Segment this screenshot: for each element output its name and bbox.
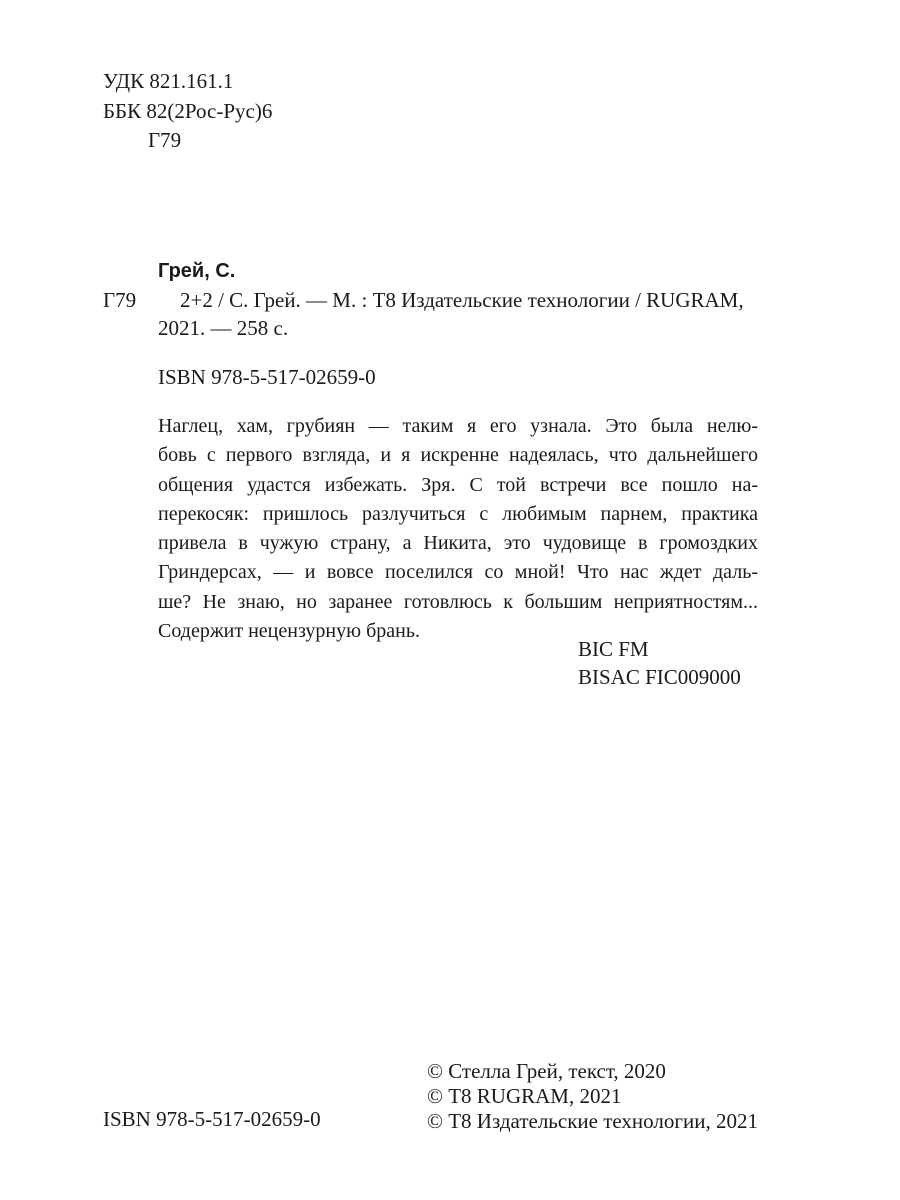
bibliographic-line-2: 2021. — 258 с. xyxy=(158,316,289,340)
author-name: Грей, С. xyxy=(158,260,236,282)
annotation-line: ше? Не знаю, но заранее готовлюсь к большим неприятностям... xyxy=(158,590,758,613)
annotation-line: Наглец, хам, грубиян — таким я его узнала. Это была нелю- xyxy=(158,415,758,437)
annotation-line: Гриндерсах, — и вовсе поселился со мной! Что нас ждет даль- xyxy=(158,561,758,584)
author-mark-side: Г79 xyxy=(103,288,137,312)
annotation-line: перекосяк: пришлось разлучиться с любимым парнем, практика xyxy=(158,502,758,525)
udk-code: УДК 821.161.1 xyxy=(103,69,234,93)
annotation-line: Содержит нецензурную брань. xyxy=(158,620,420,643)
copyright-line-3: © Т8 Издательские технологии, 2021 xyxy=(427,1109,758,1133)
bic-code: BIC FM xyxy=(578,637,649,661)
annotation-text xyxy=(158,412,758,646)
isbn-footer: ISBN 978-5-517-02659-0 xyxy=(103,1107,321,1131)
bbk-code: ББК 82(2Рос-Рус)6 xyxy=(103,99,273,123)
copyright-line-1: © Стелла Грей, текст, 2020 xyxy=(427,1059,666,1083)
isbn-record: ISBN 978-5-517-02659-0 xyxy=(158,365,376,389)
bisac-code: BISAC FIC009000 xyxy=(578,665,741,689)
annotation-line: привела в чужую страну, а Никита, это чудовище в громоздких xyxy=(158,532,758,555)
bibliographic-line-1: 2+2 / С. Грей. — М. : Т8 Издательские технологии / RUGRAM, xyxy=(180,288,744,312)
annotation-line: бовь с первого взгляда, и я искренне надеялась, что дальнейшего xyxy=(158,444,758,467)
copyright-line-2: © Т8 RUGRAM, 2021 xyxy=(427,1084,622,1108)
annotation-line: общения удастся избежать. Зря. С той встречи все пошло на- xyxy=(158,473,758,496)
author-mark-top: Г79 xyxy=(148,128,182,152)
